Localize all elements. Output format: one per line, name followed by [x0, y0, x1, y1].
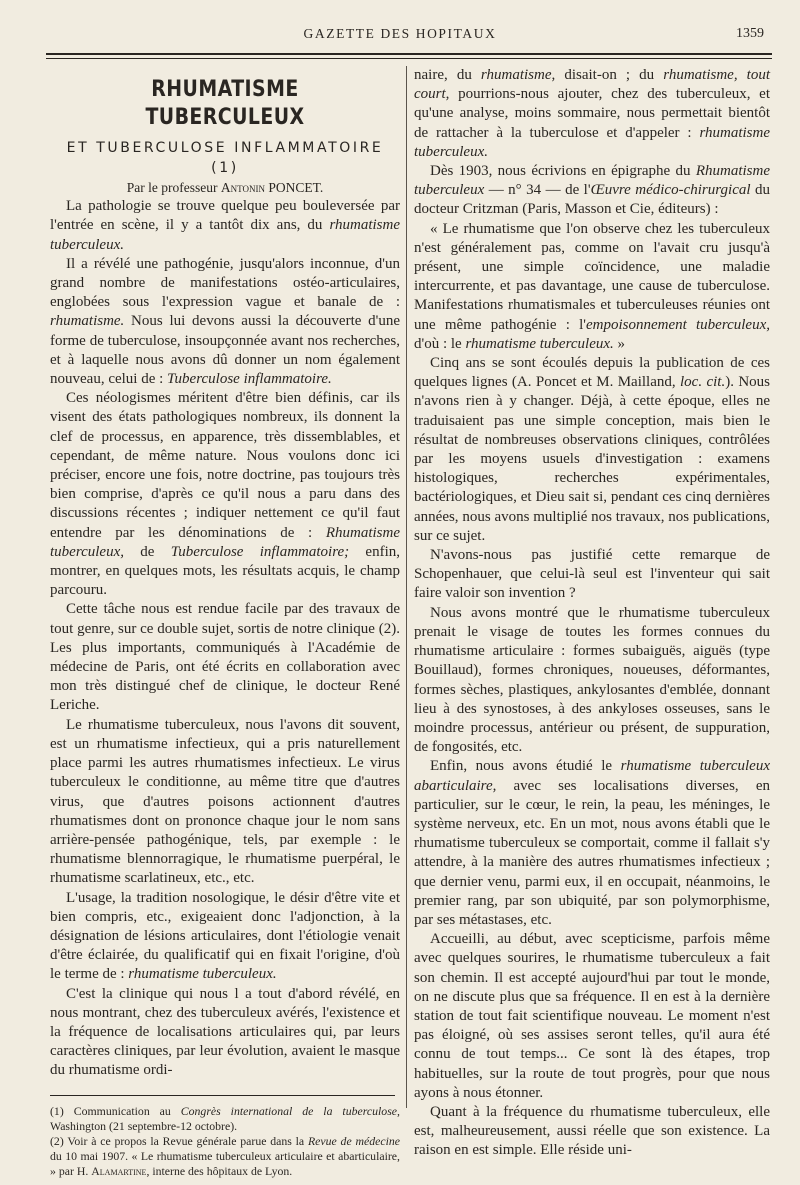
- text: — n° 34 — de l': [484, 182, 591, 199]
- italic-text: rhumatisme tuberculeux.: [414, 124, 770, 160]
- italic-text: rhumatisme, tout court,: [414, 67, 771, 103]
- article-subtitle: ET TUBERCULOSE INFLAMMATOIRE (1): [66, 140, 384, 176]
- italic-text: Congrès international de la tuberculose,: [180, 1103, 400, 1118]
- italic-text: rhumatisme tuberculeux.: [50, 217, 400, 253]
- text: enfin, montrer, en quelques mots, les résultats acquis, le champ parcouru.: [50, 543, 400, 599]
- text: Dès 1903, nous écrivions en épigraphe du: [430, 163, 696, 180]
- italic-text: Tuberculose inflammatoire;: [170, 543, 350, 560]
- paragraph: Nous avons montré que le rhumatisme tuberculeux prenait le visage de toutes les formes connues du rhumatisme articulaire : formes subaiguës, aiguës (type Bouillaud), formes chroniques, noueuses, déformantes, formes sèches, plastiques, ankylosantes d'emblée, donnant lieu à des synostoses, à des ankyloses osseuses, sans le moindre processus, antérieur ou présent, de suppuration, de fongosités, etc.: [414, 604, 770, 756]
- text: La pathologie se trouve quelque peu bouleversée par l'entrée en scène, il y a tantôt dix ans, du: [50, 198, 400, 234]
- header-rule: [46, 53, 772, 59]
- italic-text: rhumatisme.: [50, 313, 125, 330]
- italic-text: Œuvre médico-chirurgical: [590, 182, 751, 199]
- text: disait-on ; du: [555, 67, 664, 83]
- paragraph: [414, 354, 770, 546]
- page-number: 1359: [736, 26, 764, 41]
- text: pourrions-nous ajouter, chez des tuberculeux, et qu'une analyse, moins sommaire, nous permettait bientôt de rattacher à la tuberculose et d'appeler :: [414, 86, 770, 141]
- footnote-2: [50, 1134, 400, 1179]
- footnote-1: [50, 1104, 400, 1134]
- italic-text: rhumatisme,: [480, 67, 556, 83]
- footnote-rule: [50, 1095, 395, 1096]
- text: Cinq ans se sont écoulés depuis la publication de ces quelques lignes (A. Poncet et M. Mailland,: [414, 355, 770, 391]
- byline: [50, 178, 400, 197]
- text: naire, du: [414, 67, 481, 83]
- author-name: Antonin PONCET.: [220, 180, 324, 195]
- text: (2) Voir à ce propos la Revue générale parue dans la: [50, 1133, 308, 1148]
- running-head: [0, 26, 800, 48]
- text: Nous lui devons aussi la découverte d'une forme de tuberculose, insoupçonnée avant nos recherches, et à laquelle nous avons dû donner un nom également nouveau, celui de :: [50, 313, 400, 388]
- paragraph: [50, 255, 400, 389]
- paragraph: N'avons-nous pas justifié cette remarque de Schopenhauer, que celui-là seul est l'inventeur qui sait faire valoir son invention ?: [414, 547, 770, 602]
- italic-text: Tuberculose inflammatoire.: [167, 371, 332, 388]
- paragraph: [50, 889, 400, 985]
- paragraph: Le rhumatisme tuberculeux, nous l'avons dit souvent, est un rhumatisme infectieux, qui a pris naturellement place parmi les autres rhumatismes infectieux. Le virus tuberculeux le conditionne, au même titre que d'autres virus, que d'autres poisons actionnent d'autres rhumatismes dont on prononce chaque jour le nom sans arrière-pensée pathogénique, tels, par exemple : le rhumatisme blennorragique, le rhumatisme puerpéral, le rhumatisme scarlatineux, etc., etc.: [50, 716, 400, 887]
- paragraph: [50, 389, 400, 600]
- text: ). Nous n'avons rien à y changer. Déjà, à cette époque, elles ne traduisaient pas une simple conception, mais bien le résultat de nombreuses observations cliniques, contrôlées par les moyens usuels d'investigation : examens histologiques, recherches expérimentales, bactériologiques, et Dieu sait si, pendant ces cinq dernières années, nous avons multiplié nos travaux, nos publications, sur ce sujet.: [414, 374, 770, 544]
- text: Enfin, nous avons étudié le: [430, 758, 621, 775]
- text: du 10 mai 1907. « Le rhumatisme tuberculeux articulaire et abarticulaire, » par H.: [50, 1148, 400, 1178]
- text: L'usage, la tradition nosologique, le désir d'être vite et bien compris, etc., exigeaient donc l'adjonction, à la désignation de lésions articulaires, dont l'étiologie venait d'être éclairée, du qualificatif qui en fixait l'origine, d'où le terme de :: [50, 889, 400, 983]
- paragraph: [414, 66, 770, 162]
- paragraph: [50, 197, 400, 255]
- text: de: [124, 543, 171, 560]
- text: »: [613, 335, 626, 352]
- italic-text: Rhumatisme tuberculeux,: [50, 524, 400, 560]
- italic-text: empoisonnement tuberculeux,: [585, 316, 770, 333]
- right-column: [414, 66, 770, 1161]
- text: d'où : le: [414, 335, 466, 352]
- text: « Le rhumatisme que l'on observe chez les tuberculeux n'est généralement pas, comme on l'avait cru jusqu'à présent, une simple coïncidence, une maladie intercurrente, et pas davantage, une cause de tuberculose. Manifestations rhumatismales et tuberculeuses réunies ont une même pathogénie : l': [414, 220, 770, 333]
- italic-text: loc. cit.: [680, 374, 726, 391]
- text: Washington (21 septembre-12 octobre).: [50, 1118, 238, 1133]
- author-name: Alamartine: [91, 1163, 147, 1178]
- paragraph: Quant à la fréquence du rhumatisme tuberculeux, elle est, malheureusement, aussi réelle que son existence. La raison en est simple. Elle réside uni-: [414, 1103, 770, 1159]
- left-column: [50, 66, 400, 1179]
- paragraph: C'est la clinique qui nous l a tout d'abord révélé, en nous montrant, chez des tuberculeux avérés, l'existence et la fréquence de localisations articulaires qui, par leurs caractères cliniques, par leur évolution, avaient le masque du rhumatisme ordi-: [50, 985, 400, 1079]
- italic-text: Rhumatisme tuberculeux: [414, 163, 770, 199]
- article-title: RHUMATISME TUBERCULEUX: [145, 77, 305, 130]
- footnotes: [50, 1104, 400, 1179]
- text: , interne des hôpitaux de Lyon.: [146, 1163, 293, 1178]
- text: du docteur Critzman (Paris, Masson et Cie, éditeurs) :: [414, 182, 770, 218]
- byline-prefix: Par le professeur: [126, 180, 218, 195]
- italic-text: rhumatisme tuberculeux abarticulaire,: [414, 758, 770, 794]
- text: Ces néologismes méritent d'être bien définis, car ils visent des états pathologiques nombreux, ils donnent la clef de processus, en apparence, très dissemblables, et cependant, de même nature. Nous voulons donc ici préciser, encore une fois, notre doctrine, pas toujours très bien comprise, d'après ce qu'il nous a paru dans des discussions récentes ; indiquer nettement ce qu'il faut entendre par les dénominations de :: [50, 390, 400, 541]
- paragraph: [414, 757, 770, 930]
- quotation: [414, 220, 770, 354]
- italic-text: Revue de médecine: [307, 1133, 400, 1148]
- paragraph: Cette tâche nous est rendue facile par des travaux de tout genre, sur ce double sujet, sortis de notre clinique (2). Les plus importants, communiqués à l'Académie de médecine de Paris, ont été écrits en collaboration avec mon très distingué chef de clinique, le docteur René Leriche.: [50, 601, 400, 714]
- column-divider: [406, 66, 407, 1108]
- paragraph: Accueilli, au début, avec scepticisme, parfois même avec quelques sourires, le rhumatisme tuberculeux a fait son chemin. Il est accepté aujourd'hui par tout le monde, on ne discute plus que sa fréquence. Il en est à la dernière station de tout fait scientifique nouveau. Le moment n'est pas éloigné, où ses assises seront telles, qu'il aura été connu de tout temps... Ce sont là des étapes, trop habituelles, sur la route de tout progrès, pour que nous ayons à nous étonner.: [414, 931, 770, 1101]
- text: Il a révélé une pathogénie, jusqu'alors inconnue, d'un grand nombre de manifestations ostéo-articulaires, englobées sous l'expression vague et banale de :: [50, 255, 400, 311]
- italic-text: rhumatisme tuberculeux.: [465, 335, 614, 352]
- journal-title: GAZETTE DES HOPITAUX: [303, 26, 497, 41]
- text: avec ses localisations diverses, en particulier, sur le cœur, le rein, la peau, les méninges, le système nerveux, etc. En un mot, nous avons établi que le rhumatisme tuberculeux se comportait, comme il fallait s'y attendre, à la manière des autres rhumatismes infectieux ; que dernier venu, parmi eux, il en occupait, néanmoins, le premier rang, par son ubiquité, par son polymorphisme, par ses métastases, etc.: [414, 777, 770, 928]
- italic-text: rhumatisme tuberculeux.: [128, 966, 277, 983]
- text: (1) Communication au: [50, 1103, 181, 1118]
- paragraph: [414, 162, 770, 220]
